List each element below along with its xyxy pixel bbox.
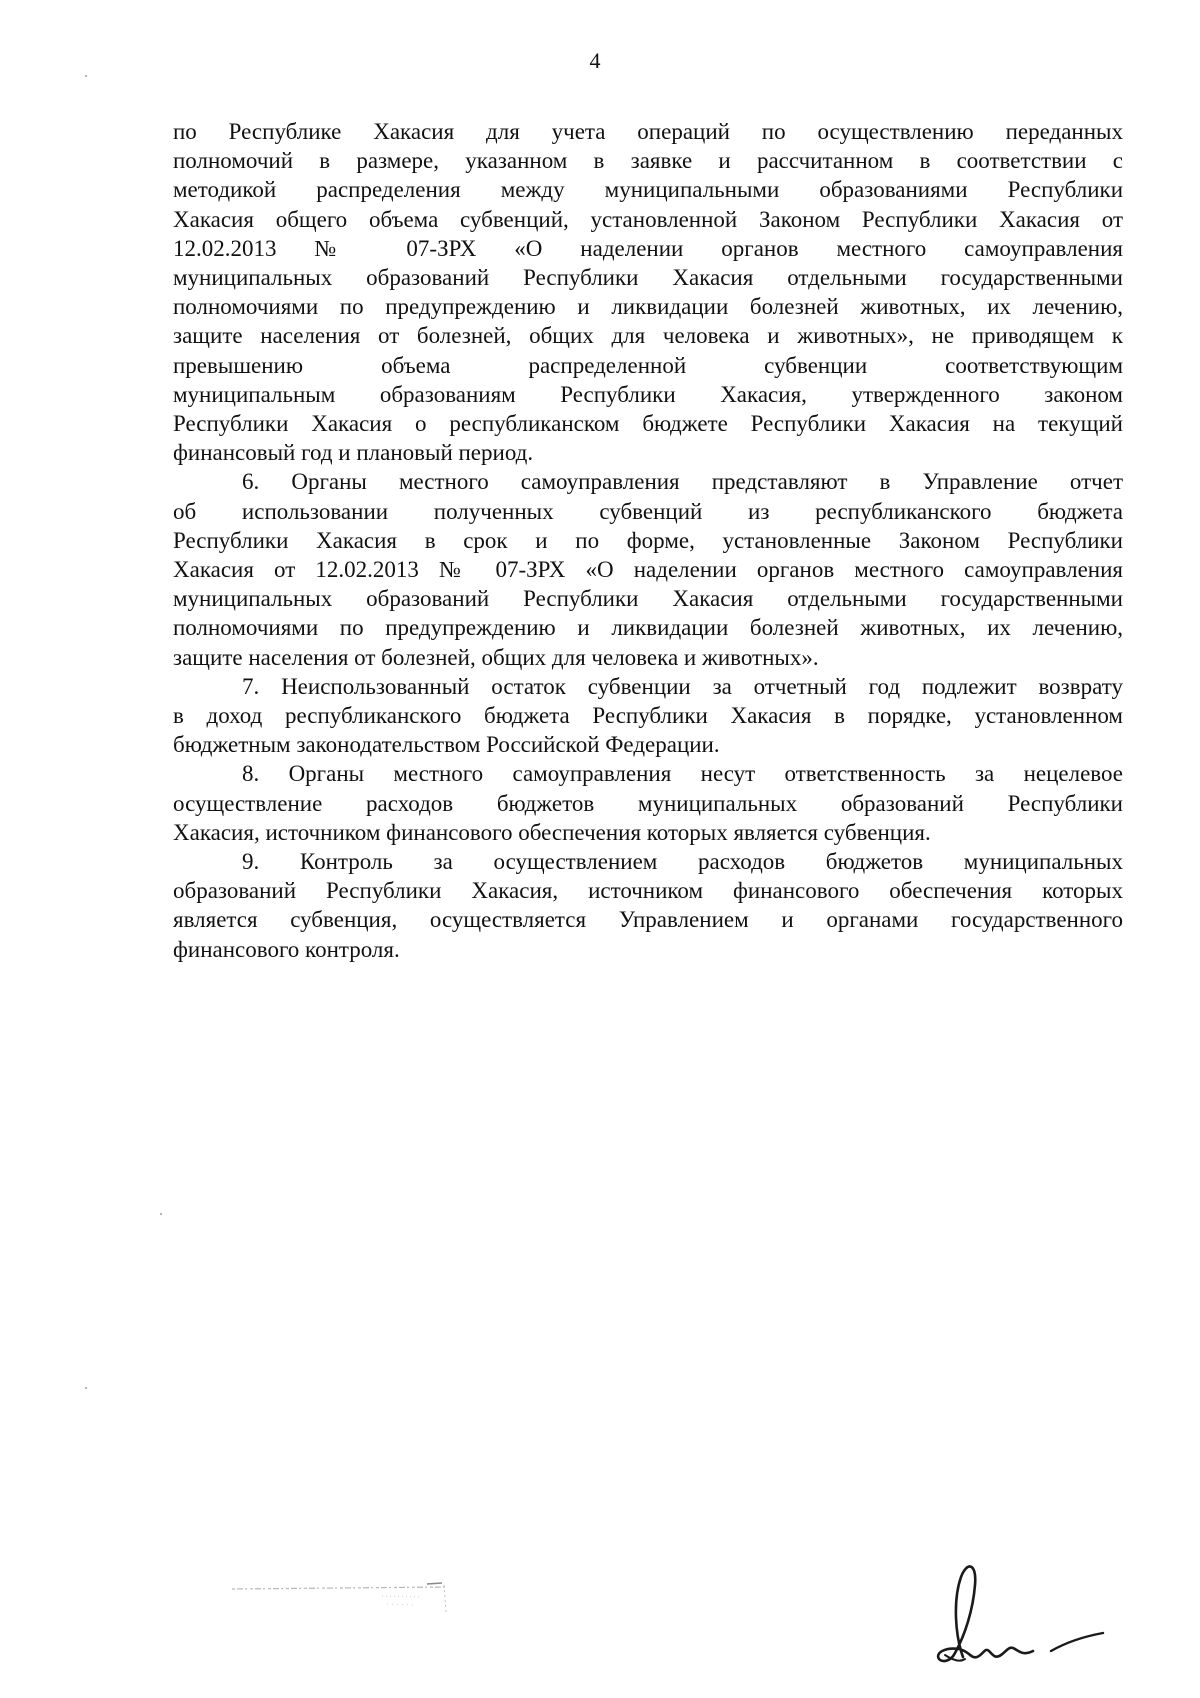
text-line: образований Республики Хакасия, источником финансового обеспечения которых	[173, 878, 1123, 904]
text-line: Республики Хакасия в срок и по форме, установленные Законом Республики	[173, 527, 1123, 553]
text-line: Хакасия общего объема субвенций, установленной Законом Республики Хакасия от	[173, 206, 1123, 232]
text-line: полномочий в размере, указанном в заявке и рассчитанном в соответствии с	[173, 148, 1123, 174]
document-body	[173, 117, 1123, 964]
paragraph	[173, 759, 1123, 847]
paragraph	[173, 117, 1123, 467]
text-line: является субвенция, осуществляется Управлением и органами государственного	[173, 907, 1123, 933]
paragraph	[173, 672, 1123, 760]
text-line: защите населения от болезней, общих для человека и животных», не приводящем к	[173, 323, 1123, 349]
text-line: муниципальных образований Республики Хакасия отдельными государственными	[173, 586, 1123, 612]
text-line: 12.02.2013 № 07-ЗРХ «О наделении органов местного самоуправления	[173, 235, 1123, 261]
scan-speck	[160, 1213, 162, 1215]
text-line: 7. Неиспользованный остаток субвенции за отчетный год подлежит возврату	[242, 673, 1123, 699]
page-number: 4	[589, 48, 601, 73]
text-line: муниципальным образованиям Республики Хакасия, утвержденного законом	[173, 381, 1123, 407]
scan-speck	[85, 1387, 87, 1389]
text-line: осуществление расходов бюджетов муниципальных образований Республики	[173, 790, 1123, 816]
text-line: превышению объема распределенной субвенции соответствующим	[173, 352, 1123, 378]
scan-speck	[85, 75, 87, 77]
text-line: финансовый год и плановый период.	[173, 440, 534, 466]
text-line: полномочиями по предупреждению и ликвидации болезней животных, их лечению,	[173, 294, 1123, 320]
text-line: 9. Контроль за осуществлением расходов бюджетов муниципальных	[242, 849, 1123, 875]
text-line: финансового контроля.	[173, 936, 400, 962]
text-line: 6. Органы местного самоуправления представляют в Управление отчет	[242, 469, 1123, 495]
text-line: Республики Хакасия о республиканском бюджете Республики Хакасия на текущий	[173, 411, 1123, 437]
scan-artifact	[232, 1582, 452, 1616]
paragraph	[173, 467, 1123, 671]
text-line: защите населения от болезней, общих для человека и животных».	[173, 644, 819, 670]
text-line: 8. Органы местного самоуправления несут ответственность за нецелевое	[242, 761, 1123, 787]
text-line: Хакасия, источником финансового обеспечения которых является субвенция.	[173, 819, 931, 845]
text-line: об использовании полученных субвенций из республиканского бюджета	[173, 498, 1123, 524]
paragraph	[173, 847, 1123, 964]
signature-mark	[925, 1555, 1125, 1675]
text-line: Хакасия от 12.02.2013 № 07-ЗРХ «О наделении органов местного самоуправления	[173, 557, 1123, 583]
text-line: бюджетным законодательством Российской Федерации.	[173, 732, 720, 758]
text-line: в доход республиканского бюджета Республики Хакасия в порядке, установленном	[173, 703, 1123, 729]
text-line: методикой распределения между муниципальными образованиями Республики	[173, 177, 1123, 203]
text-line: полномочиями по предупреждению и ликвидации болезней животных, их лечению,	[173, 615, 1123, 641]
text-line: по Республике Хакасия для учета операций по осуществлению переданных	[173, 119, 1123, 144]
text-line: муниципальных образований Республики Хакасия отдельными государственными	[173, 265, 1123, 291]
